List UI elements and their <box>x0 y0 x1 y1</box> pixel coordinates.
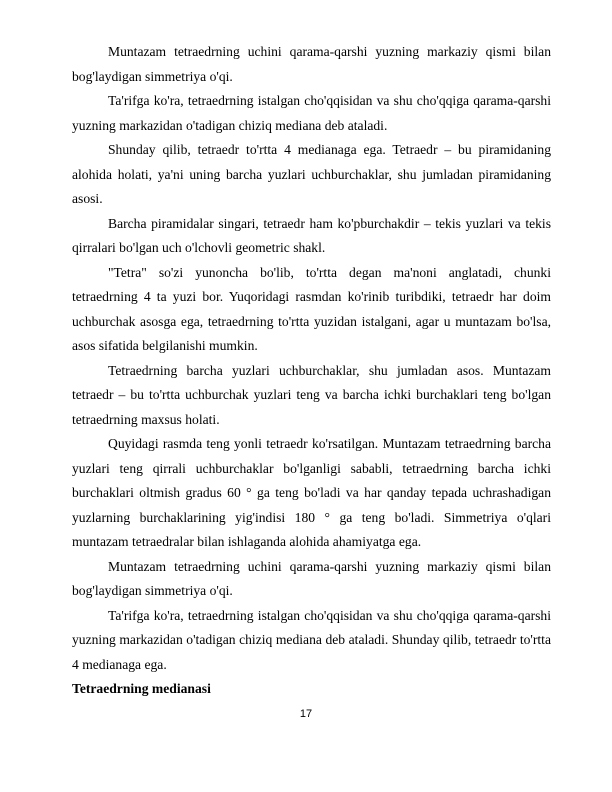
paragraph-3: Shunday qilib, tetraedr to'rtta 4 medianaga ega. Tetraedr – bu piramidaning alohida holati, ya'ni uning barcha yuzlari uchburchaklar, shu jumladan piramidaning asosi. <box>72 142 551 206</box>
page-number: 17 <box>299 708 313 720</box>
paragraph-5: "Tetra" so'zi yunoncha bo'lib, to'rtta degan ma'noni anglatadi, chunki tetraedrning 4 ta yuzi bor. Yuqoridagi rasmdan ko'rinib turibdiki, tetraedr har doim uchburchak asosga ega, tetraedrning to'rtta yuzidan istalgani, agar u muntazam bo'lsa, asos sifatida belgilanishi mumkin. <box>72 264 551 353</box>
paragraph-4: Barcha piramidalar singari, tetraedr ham ko'pburchakdir – tekis yuzlari va tekis qirralari bo'lgan uch o'lchovli geometric shakl. <box>72 215 551 255</box>
paragraph-8: Muntazam tetraedrning uchini qarama-qarshi yuzning markaziy qismi bilan bog'laydigan simmetriya o'qi. <box>72 558 551 598</box>
section-heading: Tetraedrning medianasi <box>72 681 211 696</box>
paragraph-6: Tetraedrning barcha yuzlari uchburchaklar, shu jumladan asos. Muntazam tetraedr – bu to'rtta uchburchak yuzlari teng va barcha ichki burchaklari teng bo'lgan tetraedrning maxsus holati. <box>72 362 551 427</box>
paragraph-9: Ta'rifga ko'ra, tetraedrning istalgan cho'qqisidan va shu cho'qqiga qarama-qarshi yuzning markazidan o'tadigan chiziq mediana deb ataladi. Shunday qilib, tetraedr to'rtta 4 medianaga ega. <box>72 607 551 672</box>
paragraph-2: Ta'rifga ko'ra, tetraedrning istalgan cho'qqisidan va shu cho'qqiga qarama-qarshi yuzning markazidan o'tadigan chiziq mediana deb ataladi. <box>72 93 551 133</box>
paragraph-7: Quyidagi rasmda teng yonli tetraedr ko'rsatilgan. Muntazam tetraedrning barcha yuzlari teng qirrali uchburchaklar bo'lganligi sababli, tetraedrning barcha ichki burchaklari oltmish gradus 60 ° ga teng bo'ladi va har qanday tepada uchrashadigan yuzlarning burchaklarining yig'indisi 180 ° ga teng bo'ladi. Simmetriya o'qlari muntazam tetraedralar bilan ishlaganda alohida ahamiyatga ega. <box>72 436 551 549</box>
document-page <box>72 40 551 702</box>
paragraph-1: Muntazam tetraedrning uchini qarama-qarshi yuzning markaziy qismi bilan bog'laydigan simmetriya o'qi. <box>72 44 551 84</box>
